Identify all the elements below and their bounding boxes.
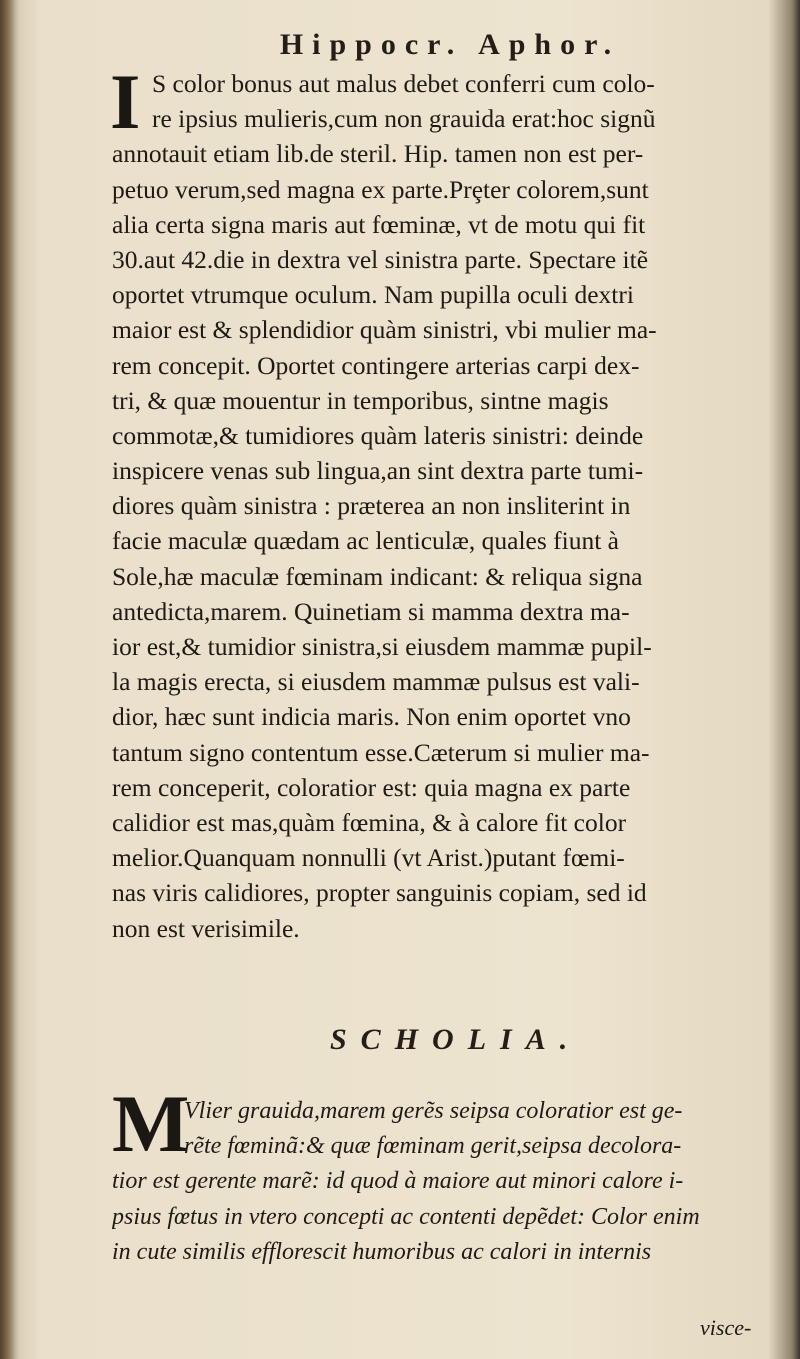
scholia-body: [112, 1093, 792, 1269]
text-line: dior, hæc sunt indicia maris. Non enim oportet vno: [112, 702, 631, 732]
scholia-line: Vlier grauida,marem gerẽs seipsa coloratior est ge-: [184, 1098, 683, 1124]
text-line: S color bonus aut malus debet conferri cum colo-: [152, 69, 655, 98]
gutter-shadow: [0, 0, 20, 1359]
running-header: Hippocr. Aphor.: [279, 28, 621, 61]
text-line: inspicere venas sub lingua,an sint dextra parte tumi-: [112, 456, 644, 486]
scholia-dropcap: M: [112, 1078, 190, 1169]
text-line: diores quàm sinistra : præterea an non insliterint in: [112, 491, 631, 521]
text-line: calidior est mas,quàm fœmina, & à calore fit color: [112, 807, 627, 837]
scholia-heading: SCHOLIA.: [330, 1023, 582, 1056]
text-line: tri, & quæ mouentur in temporibus, sintne magis: [112, 385, 609, 415]
text-line: ior est,& tumidior sinistra,si eiusdem mammæ pupil-: [112, 632, 652, 661]
text-line: melior.Quanquam nonnulli (vt Arist.)putant fœmi-: [112, 843, 625, 873]
text-line: antedicta,marem. Quinetiam si mamma dextra ma-: [112, 596, 630, 626]
text-line: oportet vtrumque oculum. Nam pupilla oculi dextri: [112, 280, 634, 310]
dropcap-initial: I: [110, 58, 141, 145]
catchword: visce-: [700, 1315, 752, 1340]
text-line: facie maculæ quædam ac lenticulæ, quales fiunt à: [112, 526, 619, 556]
scholia-line: rẽte fœminã:& quæ fœminam gerit,seipsa decolora-: [184, 1133, 682, 1160]
text-line: non est verisimile.: [112, 913, 300, 943]
text-line: alia certa signa maris aut fœminæ, vt de motu qui fit: [112, 209, 646, 239]
text-line: la magis erecta, si eiusdem mammæ pulsus est vali-: [112, 667, 640, 697]
scholia-line: psius fœtus in vtero concepti ac contenti depẽdet: Color enim: [112, 1203, 700, 1230]
scholia-line: tior est gerente marẽ: id quod à maiore aut minori calore i-: [112, 1168, 684, 1195]
text-line: 30.aut 42.die in dextra vel sinistra parte. Spectare itẽ: [112, 244, 649, 274]
text-line: petuo verum,sed magna ex parte.Prȩter colorem,sunt: [112, 174, 649, 204]
aphorism-body: [110, 58, 792, 946]
text-line: maior est & splendidior quàm sinistri, vbi mulier ma-: [112, 315, 657, 345]
text-line: re ipsius mulieris,cum non grauida erat:hoc signũ: [152, 104, 656, 134]
text-line: tantum signo contentum esse.Cæterum si mulier ma-: [112, 737, 650, 767]
scholia-line: in cute similis efflorescit humoribus ac calori in internis: [112, 1238, 652, 1265]
text-line: commotæ,& tumidiores quàm lateris sinistri: deinde: [112, 420, 644, 450]
text-line: annotauit etiam lib.de steril. Hip. tamen non est per-: [112, 139, 644, 169]
text-line: rem conceperit, coloratior est: quia magna ex parte: [112, 772, 631, 802]
text-line: nas viris calidiores, propter sanguinis copiam, sed id: [112, 878, 647, 908]
text-line: Sole,hæ maculæ fœminam indicant: & reliqua signa: [112, 561, 643, 591]
text-line: rem concepit. Oportet contingere arterias carpi dex-: [112, 350, 640, 380]
